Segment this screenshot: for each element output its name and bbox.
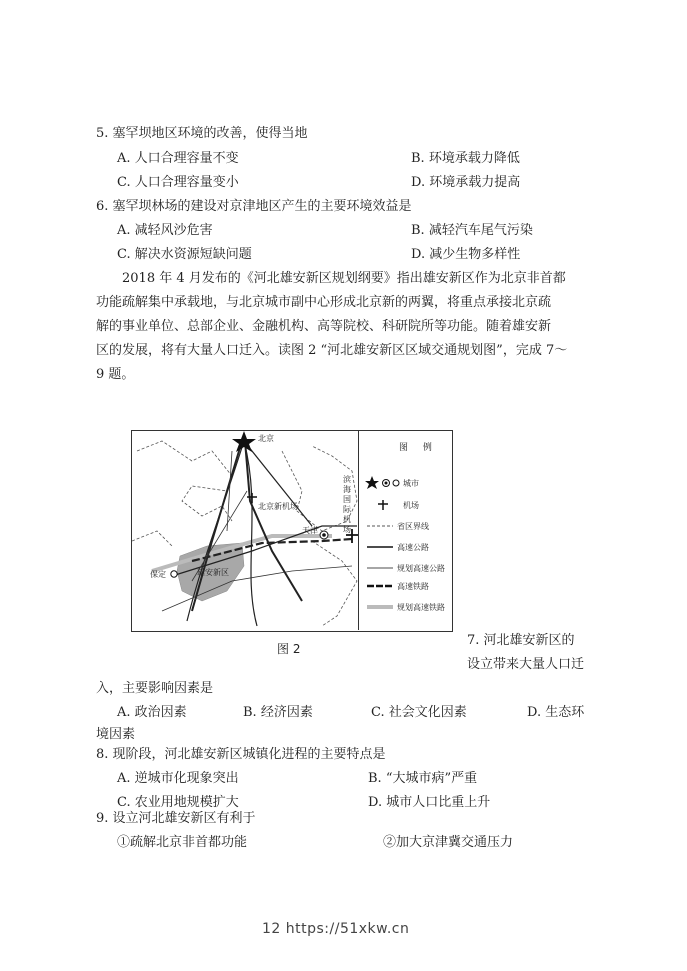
passage-line-5: 9 题。 (96, 367, 135, 382)
legend-planned-expressway: 规划高速公路 (397, 564, 445, 573)
q9-option-2: ②加大京津冀交通压力 (383, 835, 514, 850)
q9-stem: 9. 设立河北雄安新区有利于 (96, 811, 256, 826)
page-footer[interactable]: 12 https://51xkw.cn (262, 921, 410, 937)
passage-line-4: 区的发展，将有大量人口迁入。读图 2 “河北雄安新区区域交通规划图”，完成 7～ (96, 343, 568, 358)
figure-caption: 图 2 (277, 642, 301, 656)
q5-option-a: A. 人口合理容量不变 (117, 151, 239, 166)
beijing-star-icon (232, 431, 256, 452)
q6-stem: 6. 塞罕坝林场的建设对京津地区产生的主要环境效益是 (96, 199, 412, 214)
q5-option-d: D. 环境承载力提高 (411, 175, 521, 190)
q6-option-d: D. 减少生物多样性 (411, 247, 521, 262)
q8-option-d: D. 城市人口比重上升 (368, 795, 491, 810)
q7-option-b: B. 经济因素 (243, 705, 313, 720)
q7-option-d: D. 生态环 (527, 705, 585, 720)
label-beijing: 北京 (258, 434, 274, 443)
label-binhai-airport: 滨海国际机场 (343, 475, 351, 534)
q5-stem: 5. 塞罕坝地区环境的改善，使得当地 (96, 126, 308, 141)
passage-line-2: 功能疏解集中承载地，与北京城市副中心形成北京新的两翼，将重点承接北京疏 (96, 295, 552, 310)
q7-stem-part-2: 设立带来大量人口迁 (467, 657, 585, 672)
legend-airport-icon (378, 500, 388, 510)
label-tianjin: 天津 (302, 526, 318, 535)
label-xiongan: 雄安新区 (197, 568, 229, 577)
q5-option-b: B. 环境承载力降低 (411, 151, 520, 166)
label-baoding: 保定 (150, 570, 166, 579)
legend-star-icon (365, 476, 379, 489)
q7-option-d-continued: 境因素 (96, 727, 136, 742)
q7-stem-part-1: 7. 河北雄安新区的 (467, 633, 575, 648)
q8-option-a: A. 逆城市化现象突出 (117, 771, 239, 786)
label-daxing-airport: 北京新机场 (258, 502, 298, 511)
q6-option-b: B. 减轻汽车尾气污染 (411, 223, 533, 238)
legend-expressway: 高速公路 (397, 543, 429, 552)
q8-option-c: C. 农业用地规模扩大 (117, 795, 239, 810)
q8-option-b: B. “大城市病”严重 (368, 771, 478, 786)
q5-option-c: C. 人口合理容量变小 (117, 175, 239, 190)
q7-stem-part-3: 入，主要影响因素是 (96, 681, 214, 696)
q9-option-1: ①疏解北京非首都功能 (117, 835, 248, 850)
legend-airport: 机场 (403, 501, 419, 510)
q7-option-a: A. 政治因素 (117, 705, 187, 720)
q8-stem: 8. 现阶段，河北雄安新区城镇化进程的主要特点是 (96, 747, 386, 762)
q6-option-c: C. 解决水资源短缺问题 (117, 247, 252, 262)
q6-option-a: A. 减轻风沙危害 (117, 223, 213, 238)
legend-border: 省区界线 (397, 522, 429, 531)
q7-option-c: C. 社会文化因素 (371, 705, 467, 720)
legend-title: 图 例 (399, 443, 438, 453)
legend-city: 城市 (403, 479, 419, 488)
passage-line-1: 2018 年 4 月发布的《河北雄安新区规划纲要》指出雄安新区作为北京非首都 (96, 271, 566, 286)
legend-railway: 高速铁路 (397, 582, 429, 591)
legend-planned-railway: 规划高速铁路 (397, 603, 445, 612)
passage-line-3: 解的事业单位、总部企业、金融机构、高等院校、科研院所等功能。随着雄安新 (96, 319, 552, 334)
map-legend (358, 430, 452, 630)
